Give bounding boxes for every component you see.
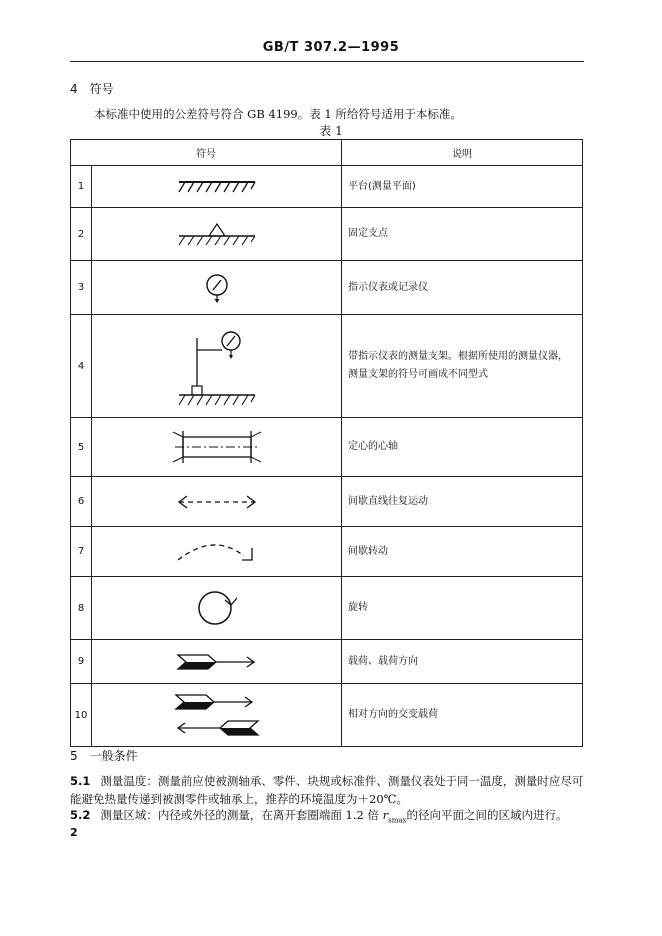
- row-number: 2: [71, 208, 92, 261]
- page-number: 2: [70, 826, 78, 839]
- table-caption: 表 1: [319, 124, 343, 138]
- row-description: 间歇转动: [342, 527, 583, 577]
- row-description: 相对方向的交变载荷: [342, 684, 583, 747]
- alternating-load-icon: [92, 684, 342, 747]
- section-title: 一般条件: [89, 749, 138, 763]
- dial-indicator-icon: [92, 261, 342, 315]
- table-row: [71, 577, 583, 640]
- table-row: [71, 166, 583, 208]
- table-row: [71, 208, 583, 261]
- section-title: 符号: [89, 82, 114, 96]
- row-number: 4: [71, 315, 92, 418]
- fixed-support-icon: [92, 208, 342, 261]
- section-number: 4: [70, 82, 78, 96]
- centering-mandrel-icon: [92, 418, 342, 477]
- table-row: [71, 640, 583, 684]
- intermittent-reciprocating-icon: [92, 477, 342, 527]
- row-description: 旋转: [342, 577, 583, 640]
- table-row: [71, 261, 583, 315]
- radius-symbol: r: [382, 808, 389, 822]
- standard-number: GB/T 307.2—1995: [262, 40, 400, 55]
- col-symbol-header: 符号: [71, 140, 342, 166]
- row-description: 带指示仪表的测量支架。根据所使用的测量仪器，测量支架的符号可画成不同型式: [342, 315, 583, 418]
- section-number: 5: [70, 749, 78, 763]
- table-row: [71, 315, 583, 418]
- row-number: 9: [71, 640, 92, 684]
- row-description: 平台(测量平面): [342, 166, 583, 208]
- section-4-intro: 本标准中使用的公差符号符合 GB 4199。表 1 所给符号适用于本标准。: [94, 107, 462, 121]
- row-description: 指示仪表或记录仪: [342, 261, 583, 315]
- row-number: 1: [71, 166, 92, 208]
- radius-subscript: smax: [388, 816, 407, 825]
- row-number: 6: [71, 477, 92, 527]
- clause-text: 测量温度：测量前应使被测轴承、零件、块规或标准件、测量仪表处于同一温度，测量时应尽可能避免热量传递到被测零件或轴承上，推荐的环境温度为＋20℃。: [70, 774, 584, 806]
- header-rule: [70, 61, 584, 62]
- table-row: [71, 684, 583, 747]
- row-description: 固定支点: [342, 208, 583, 261]
- section-4-heading: [70, 80, 126, 97]
- symbol-table: [70, 139, 583, 747]
- row-description: 间歇直线往复运动: [342, 477, 583, 527]
- table-row: [71, 418, 583, 477]
- platform-icon: [92, 166, 342, 208]
- row-number: 3: [71, 261, 92, 315]
- row-number: 5: [71, 418, 92, 477]
- paragraph-5-1: [70, 772, 585, 808]
- table-row: [71, 477, 583, 527]
- clause-text: 测量区域：内径或外径的测量，在离开套圈端面 1.2 倍: [100, 808, 383, 822]
- row-number: 8: [71, 577, 92, 640]
- section-5-heading: [70, 747, 150, 764]
- clause-number: 5.2: [70, 808, 91, 822]
- clause-text-end: 的径向平面之间的区域内进行。: [406, 808, 568, 822]
- indicator-stand-icon: [92, 315, 342, 418]
- paragraph-5-2: [70, 806, 585, 829]
- load-direction-icon: [92, 640, 342, 684]
- row-number: 7: [71, 527, 92, 577]
- clause-number: 5.1: [70, 774, 91, 788]
- row-number: 10: [71, 684, 92, 747]
- row-description: 定心的心轴: [342, 418, 583, 477]
- table-row: [71, 527, 583, 577]
- row-description: 载荷、载荷方向: [342, 640, 583, 684]
- table-header-row: [71, 140, 583, 166]
- col-desc-header: 说明: [342, 140, 583, 166]
- rotation-icon: [92, 577, 342, 640]
- intermittent-rotation-icon: [92, 527, 342, 577]
